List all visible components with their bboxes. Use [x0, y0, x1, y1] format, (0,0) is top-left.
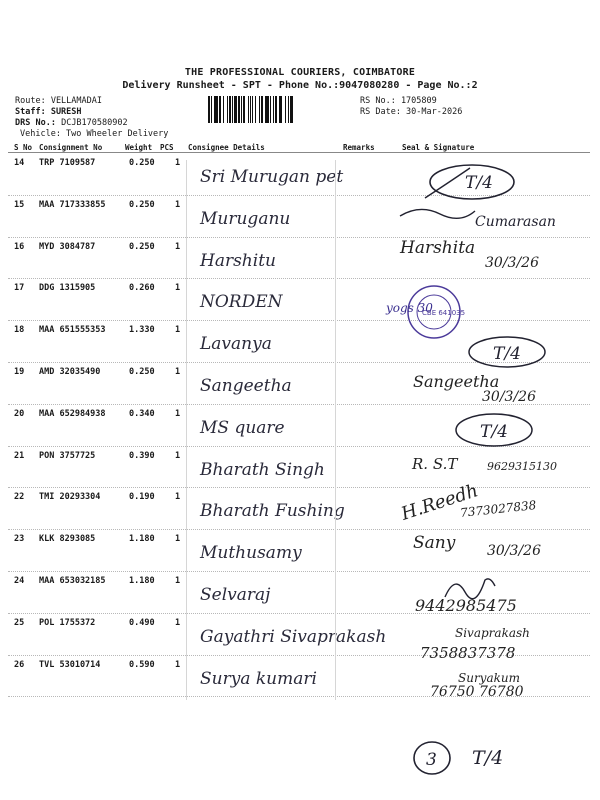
col-remarks: Remarks [343, 143, 375, 152]
rs-number: RS No.: 1705809 [360, 96, 437, 106]
rs-date: RS Date: 30-Mar-2026 [360, 107, 463, 117]
row-consignee: Harshitu [200, 250, 276, 271]
row-pcs: 1 [175, 199, 181, 210]
row-divider [8, 278, 590, 279]
row-consignee: Sangeetha [200, 376, 292, 396]
row-pcs: 1 [175, 534, 181, 545]
row-pcs: 1 [175, 659, 181, 670]
row-sno: 22 [14, 492, 25, 503]
row-weight: 1.330 [129, 325, 155, 336]
row-sno: 19 [14, 367, 25, 377]
sig-r16-name: Harshita [400, 238, 476, 258]
row-consignment: MAA 653032185 [39, 576, 106, 586]
row-sno: 25 [14, 617, 25, 628]
signature-r15 [395, 196, 595, 236]
row-weight: 0.250 [129, 158, 155, 168]
sig-text-r20: T/4 [480, 422, 508, 442]
row-divider [8, 237, 590, 238]
row-pcs: 1 [175, 492, 181, 503]
staff-label: Staff: SURESH [15, 107, 82, 117]
row-divider [8, 529, 590, 530]
sig-text-r15: Cumarasan [475, 214, 556, 230]
stamp-text: CBE 641035 [422, 309, 466, 317]
row-weight: 0.340 [129, 408, 155, 419]
row-pcs: 1 [175, 241, 181, 252]
row-sno: 24 [14, 576, 25, 586]
barcode [208, 96, 356, 123]
col-pcs: PCS [160, 143, 174, 152]
sig-r23-date: 30/3/26 [487, 543, 541, 559]
col-consignment: Consignment No [39, 143, 103, 152]
footer-circle-number: 3 [426, 750, 437, 770]
sig-r24-phone: 9442985475 [415, 596, 517, 615]
row-weight: 0.250 [129, 241, 155, 252]
sig-r23-name: Sany [413, 533, 456, 553]
row-pcs: 1 [175, 158, 181, 168]
sig-text-r18: T/4 [493, 344, 521, 364]
row-sno: 15 [14, 199, 25, 210]
row-consignee: Muruganu [200, 208, 291, 229]
sig-r26-phone: 76750 76780 [430, 684, 524, 700]
drs-value: DCJB170580902 [61, 118, 128, 128]
row-consignee: Bharath Fushing [200, 501, 345, 522]
row-pcs: 1 [175, 617, 181, 628]
row-consignee: Selvaraj [200, 585, 271, 605]
row-consignment: MAA 717333855 [39, 199, 106, 210]
col-consignee: Consignee Details [188, 143, 265, 152]
sig-text-r14: T/4 [465, 173, 493, 193]
row-consignment: TMI 20293304 [39, 492, 101, 503]
row-weight: 1.180 [129, 534, 155, 545]
row-divider [8, 487, 590, 488]
consignee-column-rule [186, 160, 187, 700]
post-office-stamp [382, 282, 472, 350]
row-consignment: TRP 7109587 [39, 158, 96, 168]
row-consignment: AMD 32035490 [39, 367, 101, 377]
row-sno: 26 [14, 659, 25, 670]
row-sno: 20 [14, 408, 25, 419]
row-weight: 1.180 [129, 576, 155, 586]
row-consignment: DDG 1315905 [39, 283, 96, 294]
barcode-bar [293, 96, 295, 123]
row-consignee: Muthusamy [200, 543, 302, 564]
row-pcs: 1 [175, 450, 181, 461]
row-consignment: PON 3757725 [39, 450, 96, 461]
row-weight: 0.190 [129, 492, 155, 503]
col-seal: Seal & Signature [402, 143, 475, 152]
footer-t4: T/4 [472, 747, 504, 769]
row-consignee: Sri Murugan pet [200, 167, 344, 187]
signature-r20 [452, 410, 542, 450]
remarks-column-rule [335, 160, 336, 700]
row-pcs: 1 [175, 576, 181, 586]
drs-label: DRS No.: [15, 118, 56, 128]
row-weight: 0.390 [129, 450, 155, 461]
row-divider [8, 320, 590, 321]
sig-r21-name: R. S.T [412, 455, 458, 473]
sig-r21-phone: 9629315130 [487, 460, 557, 473]
sig-r25-phone: 7358837378 [420, 644, 516, 662]
stamp-signature: yogs 30 [386, 301, 433, 315]
sig-r22-phone: 7373027838 [459, 498, 537, 520]
row-sno: 23 [14, 534, 25, 545]
sig-r19-date: 30/3/26 [482, 389, 536, 405]
row-sno: 18 [14, 325, 25, 336]
row-consignment: KLK 8293085 [39, 534, 96, 545]
row-sno: 21 [14, 450, 25, 461]
row-consignment: TVL 53010714 [39, 659, 101, 670]
row-weight: 0.490 [129, 617, 155, 628]
row-pcs: 1 [175, 367, 181, 377]
row-consignment: MAA 651555353 [39, 325, 106, 336]
runsheet-subtitle: Delivery Runsheet - SPT - Phone No.:9047080280 - Page No.:2 [122, 80, 478, 91]
row-divider [8, 571, 590, 572]
sig-r19-name: Sangeetha [413, 372, 500, 391]
row-consignment: MYD 3084787 [39, 241, 96, 252]
row-consignee: Bharath Singh [200, 459, 325, 480]
header-rule [8, 152, 590, 153]
row-pcs: 1 [175, 325, 181, 336]
row-sno: 16 [14, 241, 25, 252]
row-weight: 0.250 [129, 199, 155, 210]
row-pcs: 1 [175, 408, 181, 419]
sig-r22-name: H.Reedh [398, 480, 481, 525]
route-label: Route: VELLAMADAI [15, 96, 102, 106]
row-consignee: Surya kumari [200, 668, 317, 689]
vehicle-label: Vehicle: Two Wheeler Delivery [20, 129, 169, 139]
row-weight: 0.260 [129, 283, 155, 294]
col-weight: Weight [125, 143, 153, 152]
sig-r26-name: Suryakum [458, 671, 520, 685]
row-consignee: Lavanya [200, 334, 272, 355]
row-consignee: MS quare [200, 417, 285, 438]
row-consignee: Gayathri Sivaprakash [200, 626, 387, 647]
row-weight: 0.250 [129, 367, 155, 377]
row-consignment: POL 1755372 [39, 617, 96, 628]
drs-number [15, 118, 128, 128]
row-weight: 0.590 [129, 659, 155, 670]
footer-mark [410, 738, 530, 780]
sig-r16-date: 30/3/26 [485, 255, 539, 271]
sig-r25-name: Sivaprakash [455, 626, 530, 640]
row-sno: 14 [14, 158, 25, 168]
row-consignment: MAA 652984938 [39, 408, 106, 419]
company-title: THE PROFESSIONAL COURIERS, COIMBATORE [184, 67, 416, 78]
col-sno: S No [14, 143, 33, 152]
signature-r18 [465, 333, 555, 371]
row-sno: 17 [14, 283, 25, 294]
row-pcs: 1 [175, 283, 181, 294]
row-consignee: NORDEN [200, 292, 283, 313]
